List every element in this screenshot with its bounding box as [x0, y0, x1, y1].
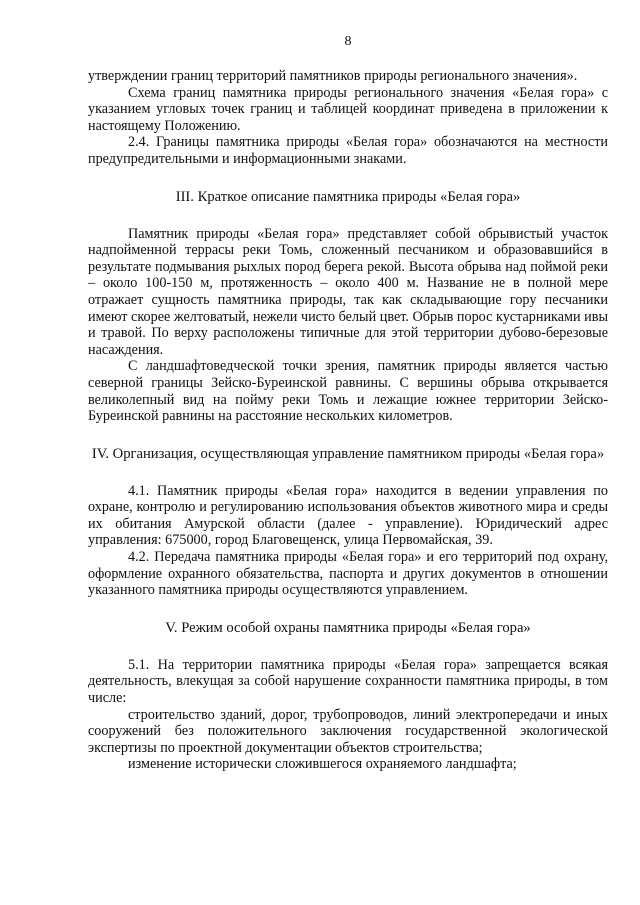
paragraph-approval-continuation: утверждении границ территорий памятников природы регионального значения».: [88, 68, 578, 84]
page-number: 8: [344, 34, 352, 49]
paragraph-4-2: 4.2. Передача памятника природы «Белая гора» и его территорий под охрану, оформление охранного обязательства, паспорта и других документов в отношении указанного памятника природы осуществляются управлением.: [88, 549, 608, 599]
list-item-landscape-change: изменение исторически сложившегося охраняемого ландшафта;: [128, 756, 517, 773]
section-heading-iv: IV. Организация, осуществляющая управление памятником природы «Белая гора»: [91, 445, 605, 462]
paragraph-boundary-scheme: Схема границ памятника природы регионального значения «Белая гора» с указанием угловых точек границ и таблицей координат приведена в приложении к настоящему Положению.: [88, 84, 608, 134]
list-item-construction: строительство зданий, дорог, трубопроводов, линий электропередачи и иных сооружений без положительного заключения государственной экологической экспертизы по проектной документации объектов строительства;: [88, 706, 608, 756]
paragraph-2-4: 2.4. Границы памятника природы «Белая гора» обозначаются на местности предупредительными и информационными знаками.: [88, 134, 608, 167]
paragraph-landscape: С ландшафтоведческой точки зрения, памятник природы является частью северной границы Зейско-Буреинской равнины. С вершины обрыва открывается великолепный вид на пойму реки Томь и лежащие южнее территории Зейско-Буреинской равнины на расстояние нескольких километров.: [88, 358, 608, 425]
section-heading-iii: III. Краткое описание памятника природы «Белая гора»: [175, 188, 521, 205]
paragraph-description: Памятник природы «Белая гора» представляет собой обрывистый участок надпойменной террасы реки Томь, сложенный песчаником и образовавшийся в результате подмывания рыхлых пород берега рекой. Высота обрыва над поймой реки – около 100-150 м, протяженность – около 400 м. Название не в полной мере отражает сущность памятника природы, так как складывающие гору песчаники имеют скорее желтоватый, нежели чисто белый цвет. Обрыв порос кустарниками ивы и травой. По верху расположены типичные для этой территории дубово-березовые насаждения.: [88, 225, 608, 358]
section-heading-v: V. Режим особой охраны памятника природы «Белая гора»: [165, 619, 531, 636]
paragraph-4-1: 4.1. Памятник природы «Белая гора» находится в ведении управления по охране, контролю и регулированию использования объектов животного мира и среды их обитания Амурской области (далее - управление). Юридический адрес управления: 675000, город Благовещенск, улица Первомайская, 39.: [88, 482, 608, 549]
paragraph-5-1: 5.1. На территории памятника природы «Белая гора» запрещается всякая деятельность, влекущая за собой нарушение сохранности памятника природы, в том числе:: [88, 656, 608, 707]
